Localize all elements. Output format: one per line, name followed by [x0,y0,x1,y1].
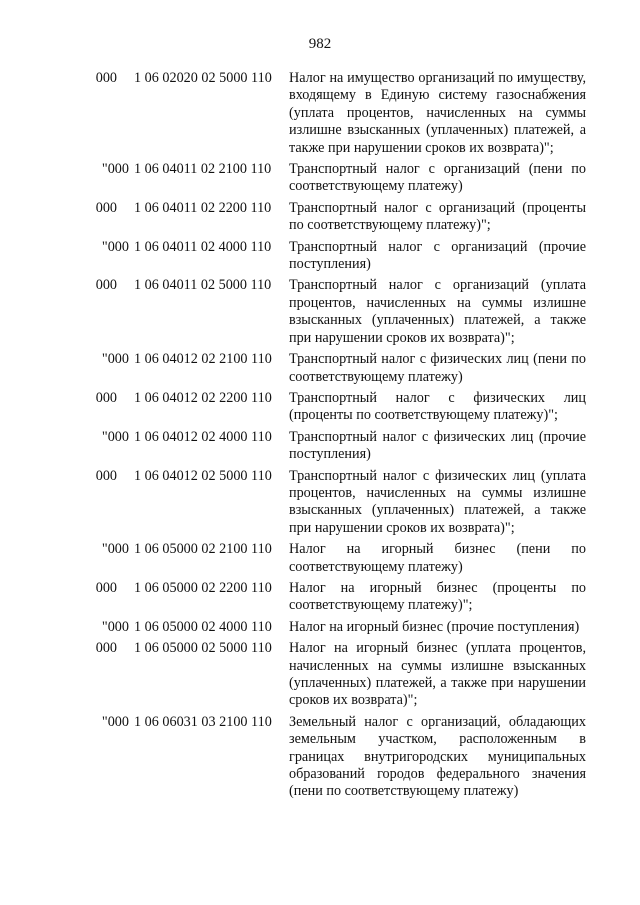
code-description: Транспортный налог с организаций (прочие поступления) [289,238,586,273]
row-prefix: 000 [95,389,117,406]
budget-classification-code: 1 06 04011 02 4000 110 [134,238,272,255]
budget-classification-code: 1 06 02020 02 5000 110 [134,70,272,86]
code-description: Транспортный налог с физических лиц (уплата процентов, начисленных на суммы излишне взысканных (уплаченных) платежей, а также при нарушении сроков их возврата)"; [289,467,586,536]
code-row [0,390,640,425]
row-prefix: "000 [101,618,129,635]
code-description: Транспортный налог с физических лиц (пени по соответствующему платежу) [289,351,586,385]
code-row [0,429,640,464]
budget-classification-code: 1 06 04012 02 2200 110 [134,389,272,406]
code-row [0,70,640,157]
code-row [0,351,640,386]
budget-classification-code: 1 06 04011 02 2200 110 [134,199,272,216]
code-row [0,161,640,196]
budget-classification-code: 1 06 04012 02 2100 110 [134,351,272,368]
code-row [0,619,640,636]
code-row [0,468,640,538]
budget-classification-code: 1 06 04011 02 2100 110 [134,161,272,178]
code-description: Налог на игорный бизнес (прочие поступления) [289,618,580,635]
page-number: 982 [308,36,332,52]
row-prefix: 000 [95,467,117,484]
code-row [0,541,640,576]
row-prefix: 000 [95,199,117,216]
row-prefix: "000 [101,541,129,558]
code-description: Налог на игорный бизнес (проценты по соответствующему платежу)"; [289,579,586,614]
budget-classification-code: 1 06 05000 02 2200 110 [134,579,272,596]
code-description: Налог на игорный бизнес (пени по соответствующему платежу) [289,541,586,575]
code-description: Транспортный налог с физических лиц (проценты по соответствующему платежу)"; [289,389,586,424]
code-row [0,640,640,710]
budget-classification-code: 1 06 05000 02 4000 110 [134,618,272,635]
code-row [0,277,640,347]
row-prefix: 000 [95,277,117,294]
row-prefix: "000 [101,713,129,730]
budget-classification-code: 1 06 04011 02 5000 110 [134,277,272,294]
row-prefix: 000 [95,70,117,86]
code-description: Транспортный налог с организаций (пени по соответствующему платежу) [289,161,586,195]
budget-classification-code: 1 06 04012 02 4000 110 [134,428,272,445]
budget-classification-code: 1 06 06031 03 2100 110 [134,713,272,730]
code-row [0,580,640,615]
row-prefix: 000 [95,640,117,657]
row-prefix: 000 [95,579,117,596]
code-row [0,200,640,235]
code-description: Транспортный налог с организаций (уплата процентов, начисленных на суммы излишне взысканных (уплаченных) платежей, а также при нарушении сроков их возврата)"; [289,277,586,346]
code-row [0,714,640,801]
row-prefix: "000 [101,161,129,178]
budget-classification-code: 1 06 04012 02 5000 110 [134,467,272,484]
code-description: Транспортный налог с физических лиц (прочие поступления) [289,428,586,463]
code-description: Земельный налог с организаций, обладающих земельным участком, расположенным в границах внутригородских муниципальных образований городов федерального значения (пени по соответствующему платежу) [289,713,586,800]
row-prefix: "000 [101,238,129,255]
code-description: Налог на имущество организаций по имуществу, входящему в Единую систему газоснабжения (уплата процентов, начисленных на суммы излишне взысканных (уплаченных) платежей, а также при нарушении сроков их возврата)"; [289,70,586,156]
row-prefix: "000 [101,351,129,368]
classification-code-list [0,70,640,805]
budget-classification-code: 1 06 05000 02 2100 110 [134,541,272,558]
row-prefix: "000 [101,428,129,445]
budget-classification-code: 1 06 05000 02 5000 110 [134,640,272,657]
code-row [0,239,640,274]
code-description: Транспортный налог с организаций (проценты по соответствующему платежу)"; [289,199,586,234]
code-description: Налог на игорный бизнес (уплата процентов, начисленных на суммы излишне взысканных (уплаченных) платежей, а также при нарушении сроков их возврата)"; [289,640,586,709]
